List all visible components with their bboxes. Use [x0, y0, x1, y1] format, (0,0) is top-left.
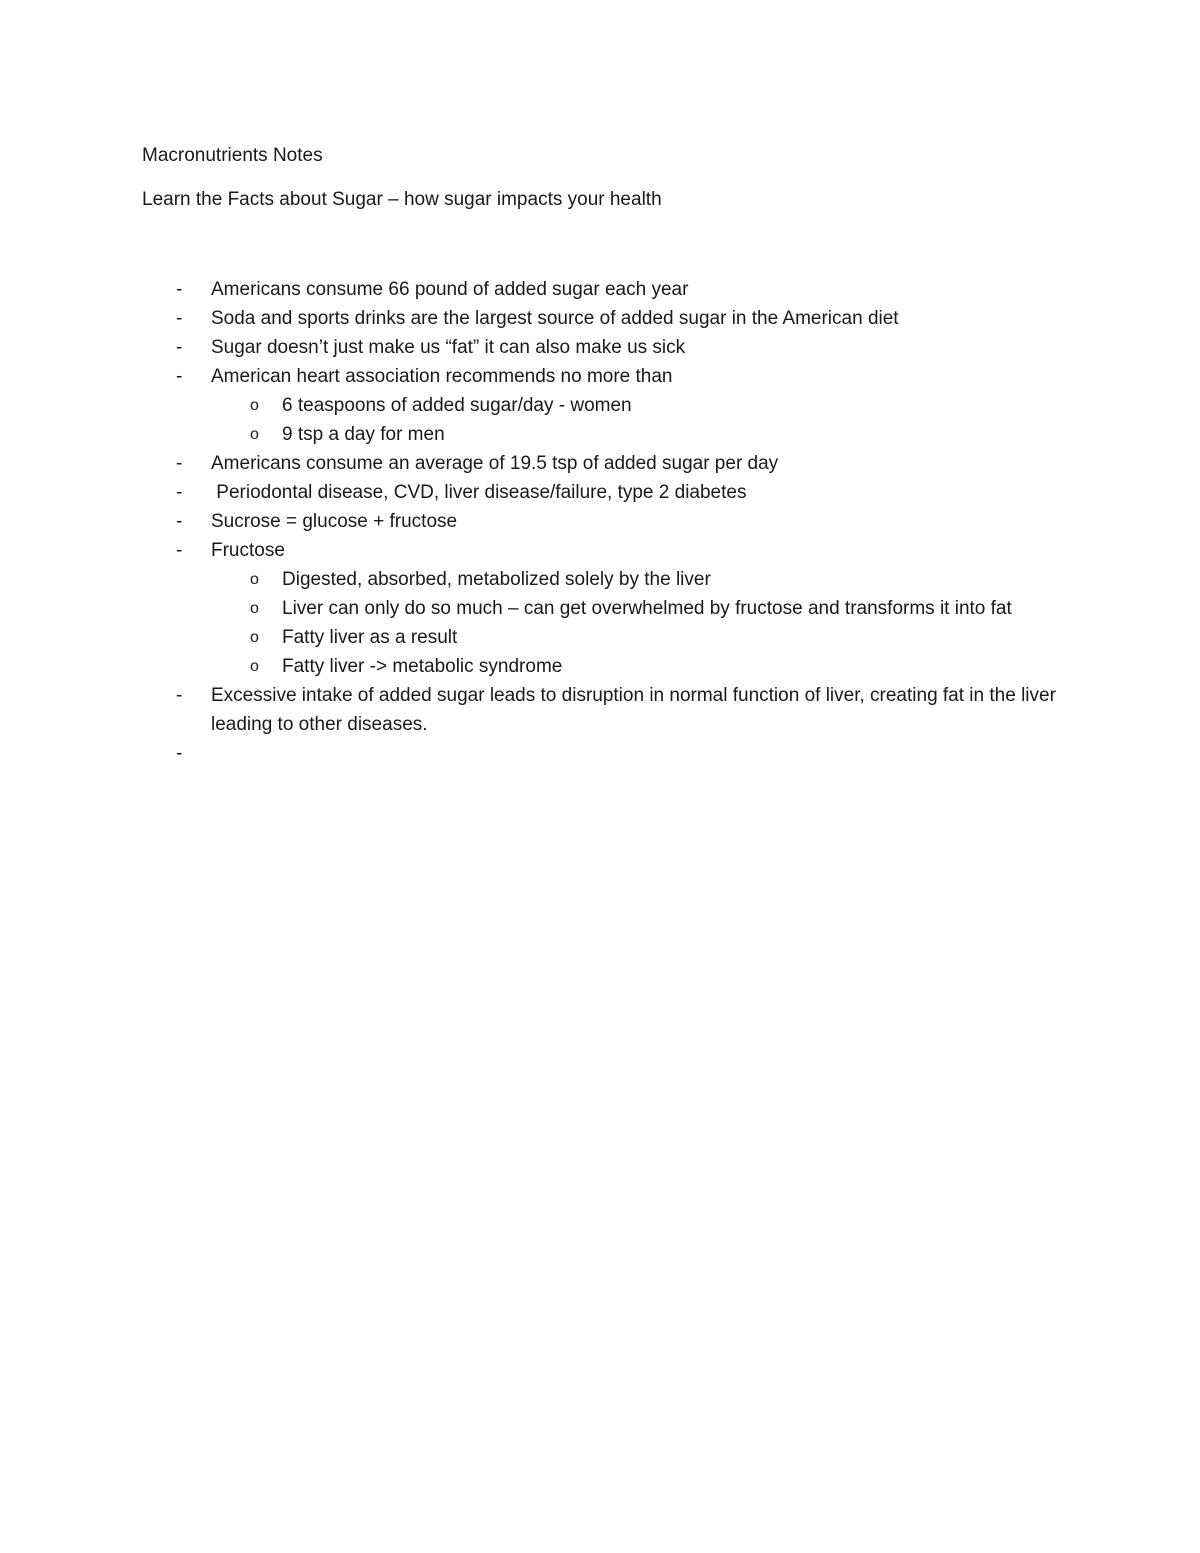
list-item [0, 681, 1200, 739]
list-item-text: Fatty liver -> metabolic syndrome [282, 656, 563, 677]
document-subtitle: Learn the Facts about Sugar – how sugar impacts your health [142, 189, 662, 210]
list-item [0, 536, 1200, 565]
notes-list [0, 275, 1200, 768]
bullet-marker: - [176, 743, 183, 764]
bullet-marker: - [176, 308, 183, 329]
sub-bullet-marker: o [250, 426, 259, 443]
list-item-text: Periodontal disease, CVD, liver disease/failure, type 2 diabetes [211, 482, 747, 503]
sub-list-item [0, 391, 1200, 420]
list-item-text: Sucrose = glucose + fructose [211, 511, 458, 532]
list-item [0, 275, 1200, 304]
sub-list-item [0, 594, 1200, 623]
sub-bullet-marker: o [250, 600, 259, 617]
bullet-marker: - [176, 482, 183, 503]
sub-list-item [0, 420, 1200, 449]
list-item-text: Fructose [211, 540, 285, 561]
list-item-text: Liver can only do so much – can get overwhelmed by fructose and transforms it into fat [282, 598, 1012, 619]
list-item-text: 6 teaspoons of added sugar/day - women [282, 395, 632, 416]
list-item-text: Soda and sports drinks are the largest source of added sugar in the American diet [211, 308, 899, 329]
list-item [0, 362, 1200, 391]
sub-bullet-marker: o [250, 629, 259, 646]
sub-list-item [0, 652, 1200, 681]
list-item-text: Sugar doesn’t just make us “fat” it can also make us sick [211, 337, 686, 358]
document-title: Macronutrients Notes [142, 145, 323, 166]
bullet-marker: - [176, 453, 183, 474]
list-item-text [211, 739, 1061, 768]
list-item [0, 304, 1200, 333]
bullet-marker: - [176, 511, 183, 532]
bullet-marker: - [176, 540, 183, 561]
bullet-marker: - [176, 279, 183, 300]
list-item [0, 449, 1200, 478]
bullet-marker: - [176, 337, 183, 358]
list-item-text: American heart association recommends no more than [211, 366, 673, 387]
list-item-text: 9 tsp a day for men [282, 424, 445, 445]
sub-bullet-marker: o [250, 397, 259, 414]
sub-list-item [0, 565, 1200, 594]
sub-bullet-marker: o [250, 658, 259, 675]
list-item-text: Americans consume 66 pound of added sugar each year [211, 279, 689, 300]
sub-bullet-marker: o [250, 571, 259, 588]
list-item-text: Fatty liver as a result [282, 627, 458, 648]
list-item [0, 507, 1200, 536]
list-item [0, 478, 1200, 507]
list-item-text: Excessive intake of added sugar leads to disruption in normal function of liver, creating fat in the liver leading to other diseases. [211, 685, 1062, 735]
bullet-marker: - [176, 366, 183, 387]
sub-list-item [0, 623, 1200, 652]
list-item [0, 333, 1200, 362]
list-item [0, 739, 1200, 768]
bullet-marker: - [176, 685, 183, 706]
list-item-text: Digested, absorbed, metabolized solely by the liver [282, 569, 711, 590]
list-item-text: Americans consume an average of 19.5 tsp of added sugar per day [211, 453, 779, 474]
